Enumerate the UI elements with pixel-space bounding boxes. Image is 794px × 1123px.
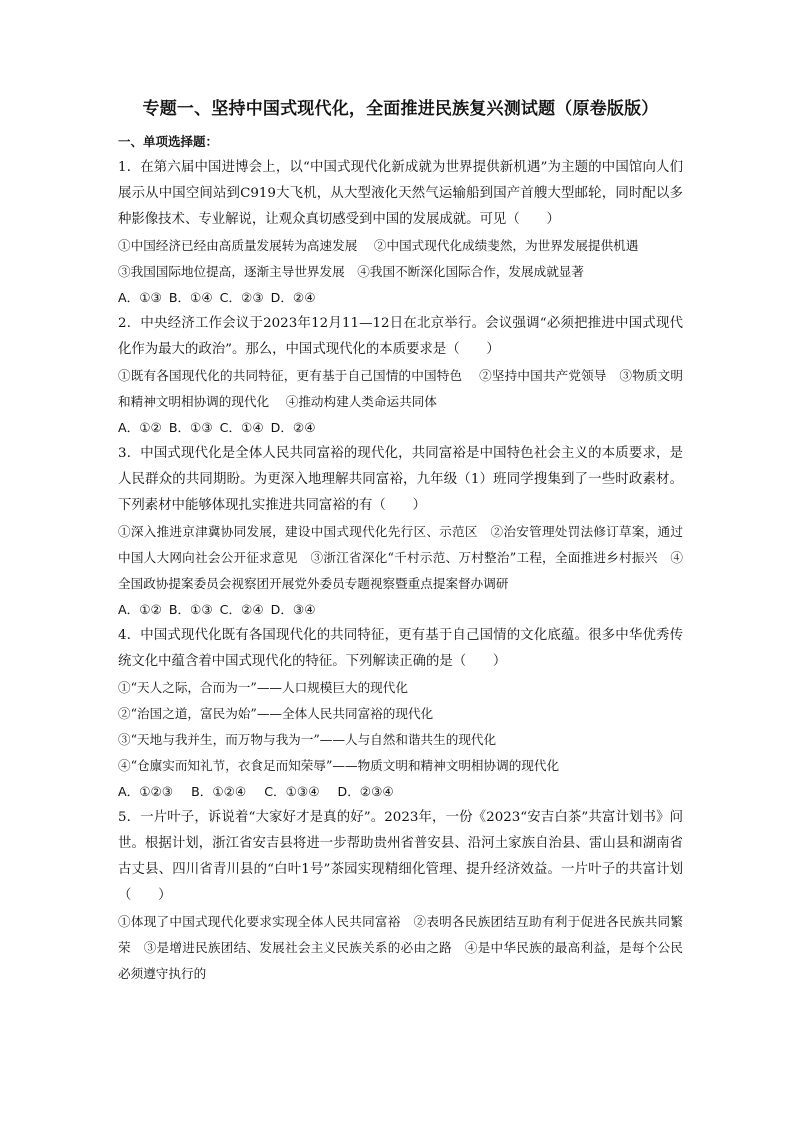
answer-c: C．①③④	[264, 784, 320, 799]
answer-c: C．②③	[219, 290, 264, 305]
answer-b: B．①④	[168, 290, 213, 305]
option-line: ②“治国之道，富民为始”——全体人民共同富裕的现代化	[118, 706, 434, 721]
question-stem: 1．在第六届中国进博会上，以“中国式现代化新成就为世界提供新机遇”为主题的中国馆向人们展示从中国空间站到C919大飞机，从大型液化天然气运输船到国产首艘大型邮轮，同时配以多种影像技术、专业解说，让观众真切感受到中国的发展成就。可见（ ）	[118, 160, 683, 227]
answer-d: D．②④	[270, 420, 316, 435]
question-5	[118, 805, 683, 987]
document-page	[118, 95, 683, 987]
answer-d: D．②③④	[337, 784, 394, 799]
answer-choices	[118, 285, 683, 311]
answer-d: D．②④	[270, 290, 316, 305]
option-line: ③“天地与我并生，而万物与我为一”——人与自然和谐共生的现代化	[118, 732, 497, 747]
section-heading: 一、单项选择题：	[118, 134, 219, 149]
answer-b: B．①③	[168, 420, 213, 435]
answer-b: B．①③	[168, 602, 213, 617]
answer-choices	[118, 597, 683, 623]
question-4	[118, 623, 683, 805]
question-stem: 5．一片叶子，诉说着“大家好才是真的好”。2023年，一份《2023“安吉白茶”共富计划书》问世。根据计划，浙江省安吉县将进一步帮助贵州省普安县、沿河土家族自治县、雷山县和湖南省古丈县、四川省青川县的“白叶1号”茶园实现精细化管理、提升经济效益。一片叶子的共富计划（ ）	[118, 810, 683, 903]
option-line: ①深入推进京津冀协同发展，建设中国式现代化先行区、示范区 ②治安管理处罚法修订草案，通过中国人大网向社会公开征求意见 ③浙江省深化“千村示范、万村整治”工程，全面推进乡村振兴 ④全国政协提案委员会视察团开展党外委员专题视察暨重点提案督办调研	[118, 524, 683, 591]
question-stem: 2．中央经济工作会议于2023年12月11—12日在北京举行。会议强调“必须把推进中国式现代化作为最大的政治”。那么，中国式现代化的本质要求是（ ）	[118, 316, 683, 357]
answer-a: A．①③	[118, 290, 162, 305]
question-stem: 3．中国式现代化是全体人民共同富裕的现代化，共同富裕是中国特色社会主义的本质要求，是人民群众的共同期盼。为更深入地理解共同富裕，九年级（1）班同学搜集到了一些时政素材。下列素材中能够体现扎实推进共同富裕的有（ ）	[118, 446, 683, 513]
option-line: ①体现了中国式现代化要求实现全体人民共同富裕 ②表明各民族团结互助有利于促进各民族共同繁荣 ③是增进民族团结、发展社会主义民族关系的必由之路 ④是中华民族的最高利益，是每个公民必须遵守执行的	[118, 914, 683, 981]
answer-a: A．①②③	[118, 784, 174, 799]
question-2	[118, 311, 683, 441]
answer-a: A．①②	[118, 602, 162, 617]
option-line: ①既有各国现代化的共同特征，更有基于自己国情的中国特色 ②坚持中国共产党领导 ③物质文明和精神文明相协调的现代化 ④推动构建人类命运共同体	[118, 368, 683, 409]
answer-d: D．③④	[270, 602, 316, 617]
option-line: ①“天人之际，合而为一”——人口规模巨大的现代化	[118, 680, 408, 695]
answer-choices	[118, 779, 683, 805]
option-line: ①中国经济已经由高质量发展转为高速发展 ②中国式现代化成绩斐然，为世界发展提供机遇	[118, 238, 639, 253]
question-stem: 4．中国式现代化既有各国现代化的共同特征，更有基于自己国情的文化底蕴。很多中华优秀传统文化中蕴含着中国式现代化的特征。下列解读正确的是（ ）	[118, 628, 683, 669]
question-1	[118, 155, 683, 311]
document-title: 专题一、坚持中国式现代化，全面推进民族复兴测试题（原卷版版）	[142, 99, 659, 119]
answer-c: C．②④	[219, 602, 264, 617]
answer-choices	[118, 415, 683, 441]
answer-a: A．①②	[118, 420, 162, 435]
option-line: ③我国国际地位提高，逐渐主导世界发展 ④我国不断深化国际合作，发展成就显著	[118, 264, 584, 279]
option-line: ④“仓廪实而知礼节，衣食足而知荣辱”——物质文明和精神文明相协调的现代化	[118, 758, 560, 773]
answer-b: B．①②④	[191, 784, 247, 799]
answer-c: C．①④	[219, 420, 264, 435]
question-3	[118, 441, 683, 623]
